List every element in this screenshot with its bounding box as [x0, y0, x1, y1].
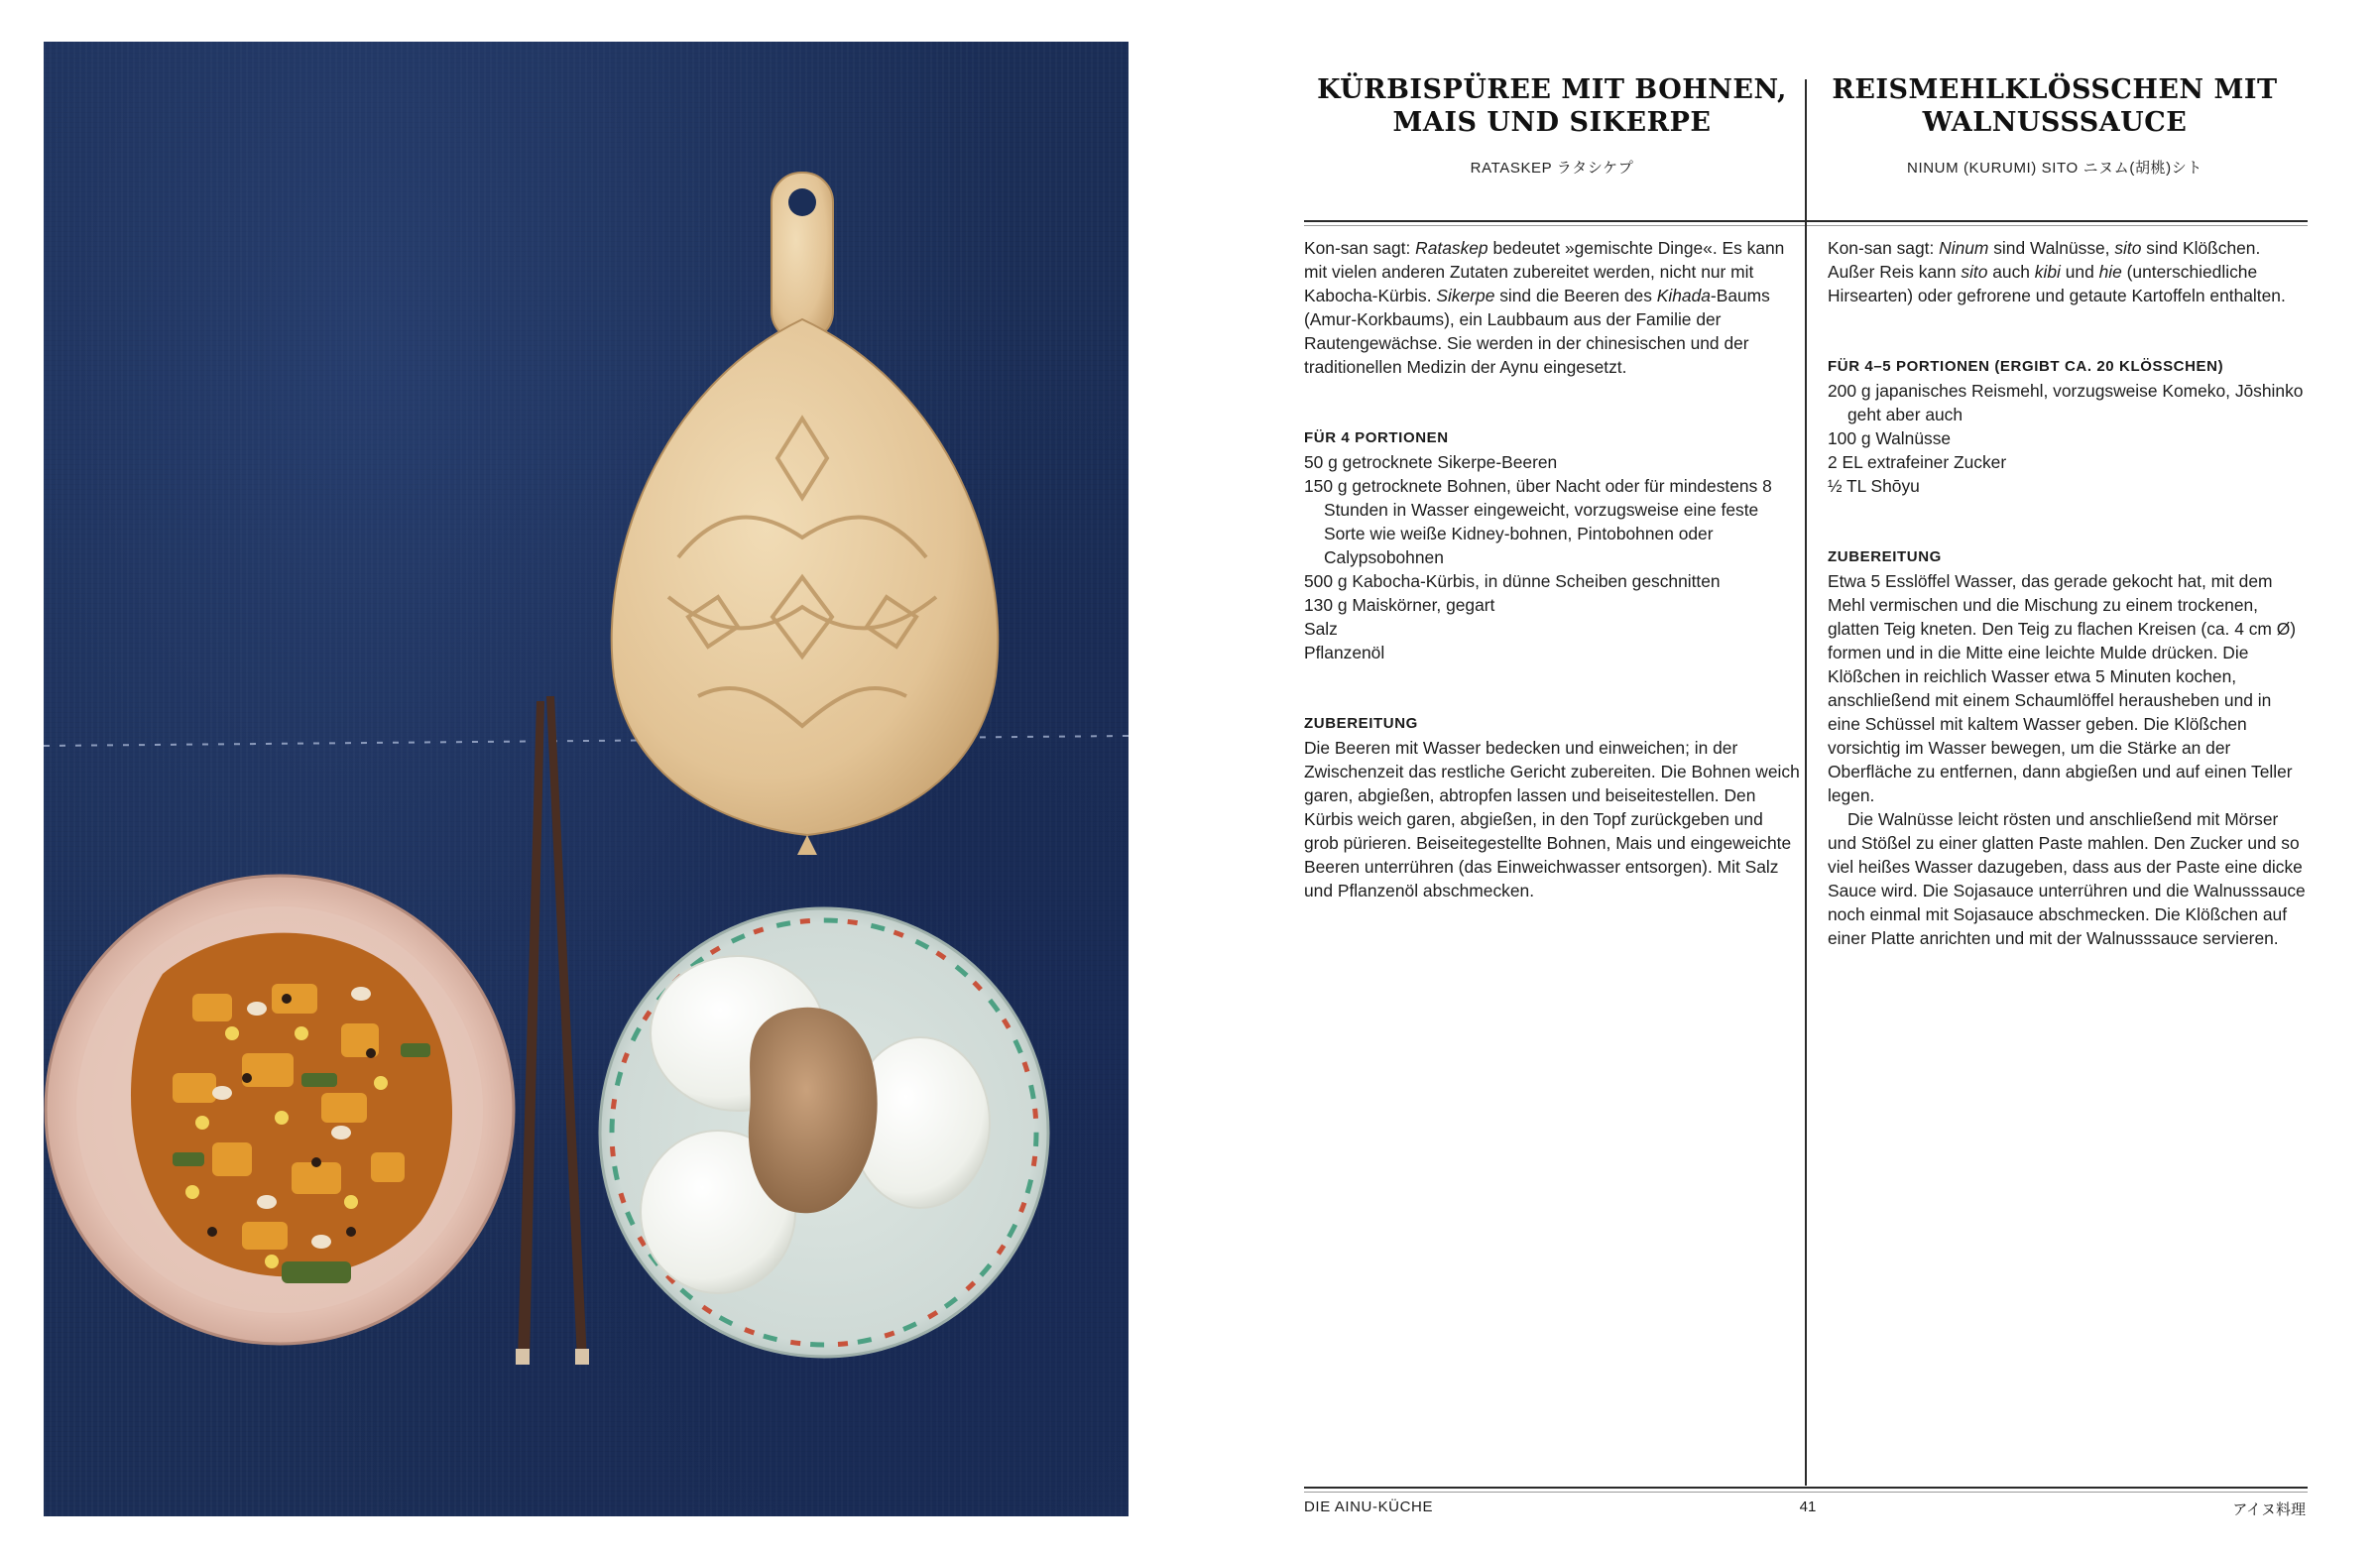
left-intro-run: Rataskep	[1415, 238, 1488, 258]
left-recipe-header	[1304, 73, 1800, 178]
left-ingredient-item: 150 g getrocknete Bohnen, über Nacht oder für mindestens 8 Stunden in Wasser eingeweicht, vorzugsweise eine feste Sorte wie weiße Kidney-bohnen, Pintobohnen oder Calypsobohnen	[1304, 476, 1772, 567]
right-ingredient-item: 2 EL extrafeiner Zucker	[1828, 452, 2007, 472]
left-ingredient-item: Salz	[1304, 619, 1338, 639]
right-intro-run: sind Klößchen. Außer Reis kann	[1828, 238, 2261, 282]
left-ingredient-item: 50 g getrocknete Sikerpe-Beeren	[1304, 452, 1558, 472]
left-intro-run: Kon-san sagt:	[1304, 238, 1416, 258]
left-ingredient-item: 500 g Kabocha-Kürbis, in dünne Scheiben geschnitten	[1304, 571, 1721, 591]
food-photograph	[44, 42, 1129, 1516]
right-recipe-header	[1807, 73, 2303, 178]
left-recipe-body	[1304, 236, 1800, 902]
right-ingredient-list	[1828, 379, 2306, 498]
left-intro-run: Kihada	[1656, 286, 1711, 305]
left-ingredient-item: Pflanzenöl	[1304, 643, 1385, 662]
chopsticks	[516, 696, 589, 1365]
right-recipe-subtitle: NINUM (KURUMI) SITO ニヌム(胡桃)シト	[1907, 160, 2202, 177]
footer-japanese-title: アイヌ料理	[2232, 1501, 2306, 1518]
left-title-line-2: MAIS UND SIKERPE	[1392, 107, 1712, 138]
right-intro-run: hie	[2098, 262, 2122, 282]
left-intro-run: Sikerpe	[1436, 286, 1495, 305]
left-method-label: ZUBEREITUNG	[1304, 715, 1418, 732]
right-intro-run: Ninum	[1939, 238, 1989, 258]
right-recipe-body	[1828, 236, 2306, 950]
dumpling-bowl	[600, 908, 1048, 1357]
left-recipe-title	[1304, 73, 1800, 139]
right-intro-run: Kon-san sagt:	[1828, 238, 1940, 258]
left-ingredient-list	[1304, 450, 1800, 664]
footer-book-title: DIE AINU-KÜCHE	[1304, 1498, 1434, 1515]
right-intro-run: sito	[1961, 262, 1988, 282]
left-portions-label: FÜR 4 PORTIONEN	[1304, 429, 1449, 446]
right-recipe-title	[1807, 73, 2303, 139]
right-title-line-1: REISMEHLKLÖSSCHEN MIT	[1832, 74, 2278, 105]
right-intro-run: sito	[2114, 238, 2142, 258]
page-number: 41	[1799, 1498, 1817, 1515]
left-ingredient-item: 130 g Maiskörner, gegart	[1304, 595, 1495, 615]
right-intro-run: kibi	[2034, 262, 2061, 282]
left-intro-run: -Baums (Amur-Korkbaums), ein Laubbaum aus der Familie der Rautengewächse. Sie werden in der chinesischen und der traditionellen Medizin der Aynu eingesetzt.	[1304, 286, 1770, 377]
photo-illustration	[44, 42, 1129, 1516]
right-method-label: ZUBEREITUNG	[1828, 548, 1942, 565]
right-intro-run: sind Walnüsse,	[1988, 238, 2115, 258]
right-intro-run: und	[2060, 262, 2099, 282]
right-method-text-2: Die Walnüsse leicht rösten und anschließend mit Mörser und Stößel zu einer glatten Paste mahlen. Den Zucker und so viel heißes Wasser dazugeben, dass aus der Paste eine dicke Sauce wird. Die Sojasauce unterrühren und die Walnusssauce noch einmal mit Sojasauce abschmecken. Die Klößchen auf einer Platte anrichten und mit der Walnusssauce servieren.	[1828, 809, 2306, 948]
right-method-text-1: Etwa 5 Esslöffel Wasser, das gerade gekocht hat, mit dem Mehl vermischen und die Mischung zu einem trockenen, glatten Teig kneten. Den Teig zu flachen Kreisen (ca. 4 cm Ø) formen und in die Mitte eine leichte Mulde drücken. Die Klößchen in reichlich Wasser etwa 5 Minuten kochen, anschließend mit einem Schaumlöffel herausheben und in eine Schüssel mit kaltem Wasser geben. Die Klößchen vorsichtig im Wasser bewegen, um die Stärke an der Oberfläche zu entfernen, dann abgießen und auf einen Teller legen.	[1828, 571, 2297, 805]
left-intro-run: sind die Beeren des	[1494, 286, 1657, 305]
left-method-text: Die Beeren mit Wasser bedecken und einweichen; in der Zwischenzeit das restliche Gericht zubereiten. Die Bohnen weich garen, abgießen, abtropfen lassen und beiseitestellen. Den Kürbis weich garen, abgießen, in den Topf zurückgeben und grob pürieren. Beiseitegestellte Bohnen, Mais und eingeweichte Beeren unterrühren (das Einweichwasser entsorgen). Mit Salz und Pflanzenöl abschmecken.	[1304, 738, 1800, 900]
right-ingredient-item: ½ TL Shōyu	[1828, 476, 1920, 496]
column-divider	[1805, 79, 1807, 1486]
bottom-rule-thin	[1304, 1492, 2308, 1493]
right-intro-run: (unterschiedliche Hirsearten) oder gefrorene und getaute Kartoffeln enthalten.	[1828, 262, 2286, 305]
left-recipe-intro	[1304, 236, 1800, 379]
right-title-line-2: WALNUSSSAUCE	[1922, 107, 2188, 138]
right-ingredient-item: 100 g Walnüsse	[1828, 428, 1952, 448]
right-portions-label: FÜR 4–5 PORTIONEN (ERGIBT CA. 20 KLÖSSCHEN)	[1828, 358, 2224, 375]
right-ingredient-item: 200 g japanisches Reismehl, vorzugsweise Komeko, Jōshinko geht aber auch	[1828, 381, 2304, 424]
left-intro-run: bedeutet »gemischte Dinge«. Es kann mit vielen anderen Zutaten zubereitet werden, nicht nur mit Kabocha-Kürbis.	[1304, 238, 1785, 305]
left-title-line-1: KÜRBISPÜREE MIT BOHNEN,	[1317, 74, 1787, 105]
bottom-rule	[1304, 1487, 2308, 1489]
right-recipe-intro	[1828, 236, 2306, 307]
right-intro-run: auch	[1987, 262, 2035, 282]
pumpkin-bowl	[46, 876, 514, 1344]
left-recipe-subtitle: RATASKEP ラタシケプ	[1470, 160, 1634, 177]
wooden-cutting-board	[612, 173, 998, 855]
